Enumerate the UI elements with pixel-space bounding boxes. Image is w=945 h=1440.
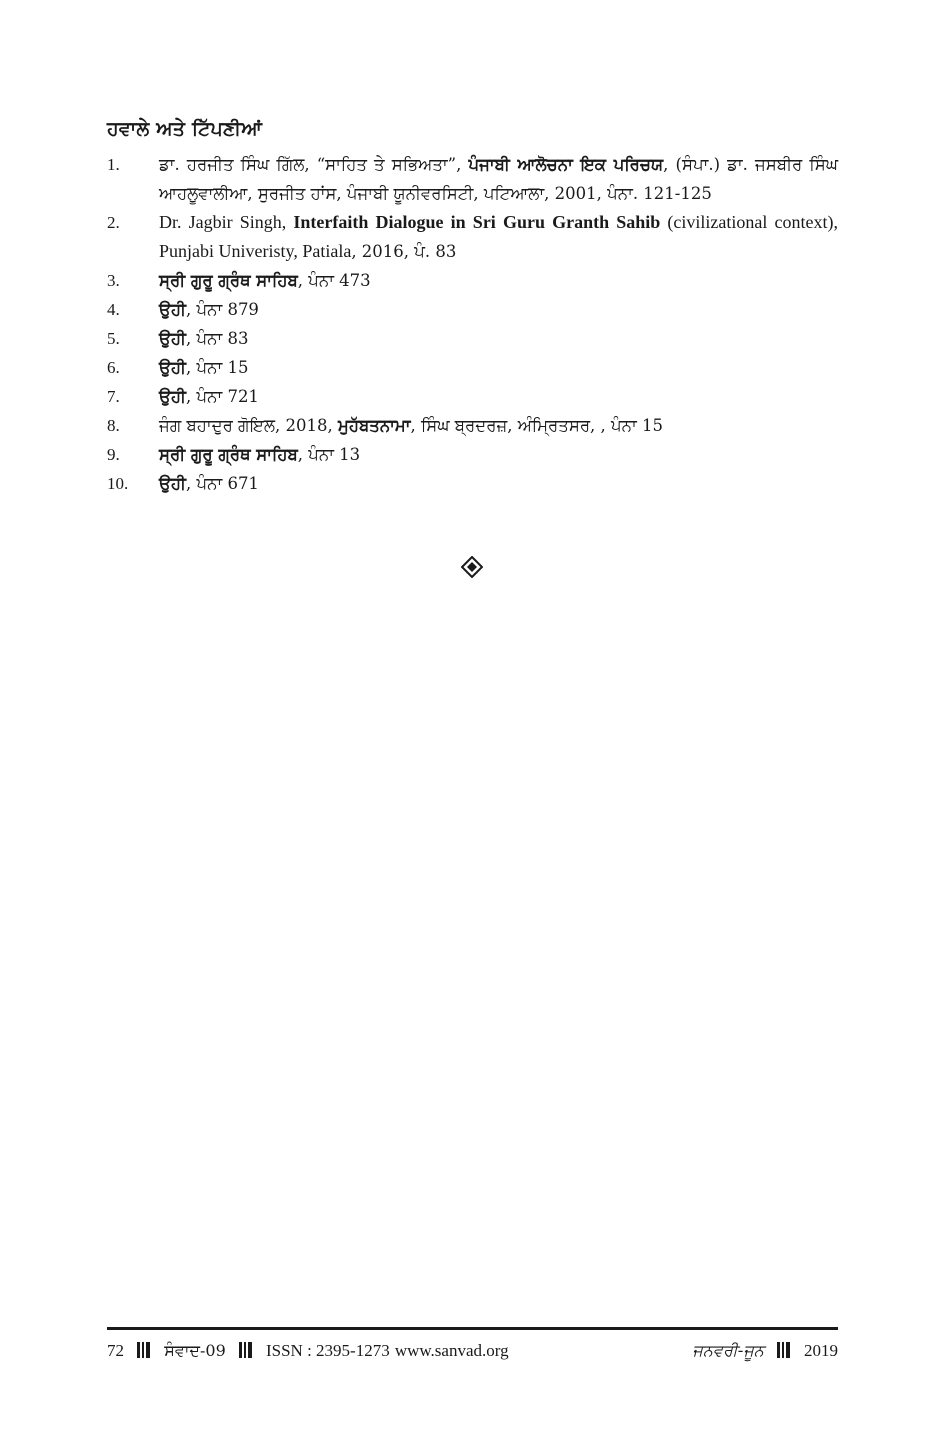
reference-segment: , ਪੰਨਾ 15	[186, 358, 249, 377]
reference-number: 4.	[107, 300, 120, 319]
reference-number: 5.	[107, 329, 120, 348]
reference-item	[107, 411, 838, 440]
reference-title: ਉਹੀ	[159, 300, 187, 319]
page-footer	[107, 1338, 838, 1364]
reference-text	[159, 208, 838, 266]
barcode-divider-icon	[137, 1342, 151, 1358]
reference-number: 9.	[107, 445, 120, 464]
reference-segment: , (ਸੰਪਾ.) ਡਾ. ਜਸਬੀਰ ਸਿੰਘ ਆਹਲੂਵਾਲੀਆ, ਸੁਰਜੀਤ ਹਾਂਸ, ਪੰਜਾਬੀ ਯੂਨੀਵਰਸਿਟੀ, ਪਟਿਆਲਾ, 2001, ਪੰਨਾ. 121-125	[159, 155, 839, 203]
reference-text	[159, 266, 838, 295]
reference-segment: , ਪੰਨਾ 879	[186, 300, 259, 319]
reference-segment: , ਪੰਨਾ 671	[186, 474, 259, 493]
website: www.sanvad.org	[394, 1341, 509, 1360]
reference-segment: , ਪੰਨਾ 473	[297, 271, 371, 290]
reference-text	[159, 411, 838, 440]
barcode-divider-icon	[239, 1342, 253, 1358]
reference-item	[107, 295, 838, 324]
reference-item	[107, 353, 838, 382]
reference-number: 1.	[107, 155, 120, 174]
reference-title: Interfaith Dialogue in Sri Guru Granth Sahib	[293, 212, 661, 232]
reference-text	[159, 295, 838, 324]
reference-text	[159, 382, 838, 411]
issue-months: ਜਨਵਰੀ-ਜੂਨ	[692, 1341, 764, 1360]
reference-title: ਉਹੀ	[159, 387, 187, 406]
reference-text	[159, 353, 838, 382]
reference-number: 8.	[107, 416, 120, 435]
reference-title: ਸ੍ਰੀ ਗੁਰੂ ਗ੍ਰੰਥ ਸਾਹਿਬ	[159, 445, 298, 464]
reference-segment: , ਸਿੰਘ ਬ੍ਰਦਰਜ਼, ਅੰਮ੍ਰਿਤਸਰ, , ਪੰਨਾ 15	[410, 416, 663, 435]
footer-right	[692, 1338, 838, 1364]
reference-title: ਪੰਜਾਬੀ ਆਲੋਚਨਾ ਇਕ ਪਰਿਚਯ	[468, 155, 664, 174]
reference-number: 7.	[107, 387, 120, 406]
reference-item	[107, 469, 838, 498]
issue-year: 2019	[804, 1341, 838, 1360]
journal-name: ਸੰਵਾਦ-09	[164, 1341, 226, 1360]
reference-number: 10.	[107, 474, 129, 493]
reference-item	[107, 266, 838, 295]
reference-number: 2.	[107, 213, 120, 232]
reference-item	[107, 324, 838, 353]
reference-text	[159, 324, 838, 353]
reference-segment: (civilizational context), Punjabi Univeristy, Patiala	[159, 212, 838, 261]
reference-segment: , 2016, ਪੰ. 83	[351, 242, 457, 261]
reference-segment: , ਪੰਨਾ 721	[186, 387, 259, 406]
reference-segment: ਡਾ. ਹਰਜੀਤ ਸਿੰਘ ਗਿੱਲ, “ਸਾਹਿਤ ਤੇ ਸਭਿਅਤਾ”,	[159, 155, 469, 174]
reference-item	[107, 150, 838, 208]
reference-text	[159, 440, 838, 469]
reference-item	[107, 440, 838, 469]
footer-rule	[107, 1327, 838, 1330]
references-list	[107, 150, 838, 498]
reference-segment: , ਪੰਨਾ 13	[297, 445, 361, 464]
reference-segment: ਜੰਗ ਬਹਾਦੁਰ ਗੋਇਲ, 2018,	[159, 416, 338, 435]
section-heading: ਹਵਾਲੇ ਅਤੇ ਟਿੱਪਣੀਆਂ	[107, 118, 263, 140]
footer-left	[107, 1338, 509, 1364]
diamond-ornament-icon	[461, 556, 483, 578]
reference-segment: , ਪੰਨਾ 83	[186, 329, 249, 348]
reference-title: ਮੁਹੱਬਤਨਾਮਾ	[338, 416, 411, 435]
reference-item	[107, 208, 838, 266]
reference-title: ਸ੍ਰੀ ਗੁਰੂ ਗ੍ਰੰਥ ਸਾਹਿਬ	[159, 271, 298, 290]
reference-title: ਉਹੀ	[159, 358, 187, 377]
reference-text	[159, 150, 838, 208]
reference-item	[107, 382, 838, 411]
issn: ISSN : 2395-1273	[265, 1341, 390, 1360]
reference-segment: Dr. Jagbir Singh,	[159, 212, 294, 232]
reference-text	[159, 469, 838, 498]
reference-number: 3.	[107, 271, 120, 290]
page-number: 72	[107, 1341, 124, 1360]
reference-number: 6.	[107, 358, 120, 377]
reference-title: ਉਹੀ	[159, 329, 187, 348]
reference-title: ਉਹੀ	[159, 474, 187, 493]
barcode-divider-icon	[777, 1342, 791, 1358]
